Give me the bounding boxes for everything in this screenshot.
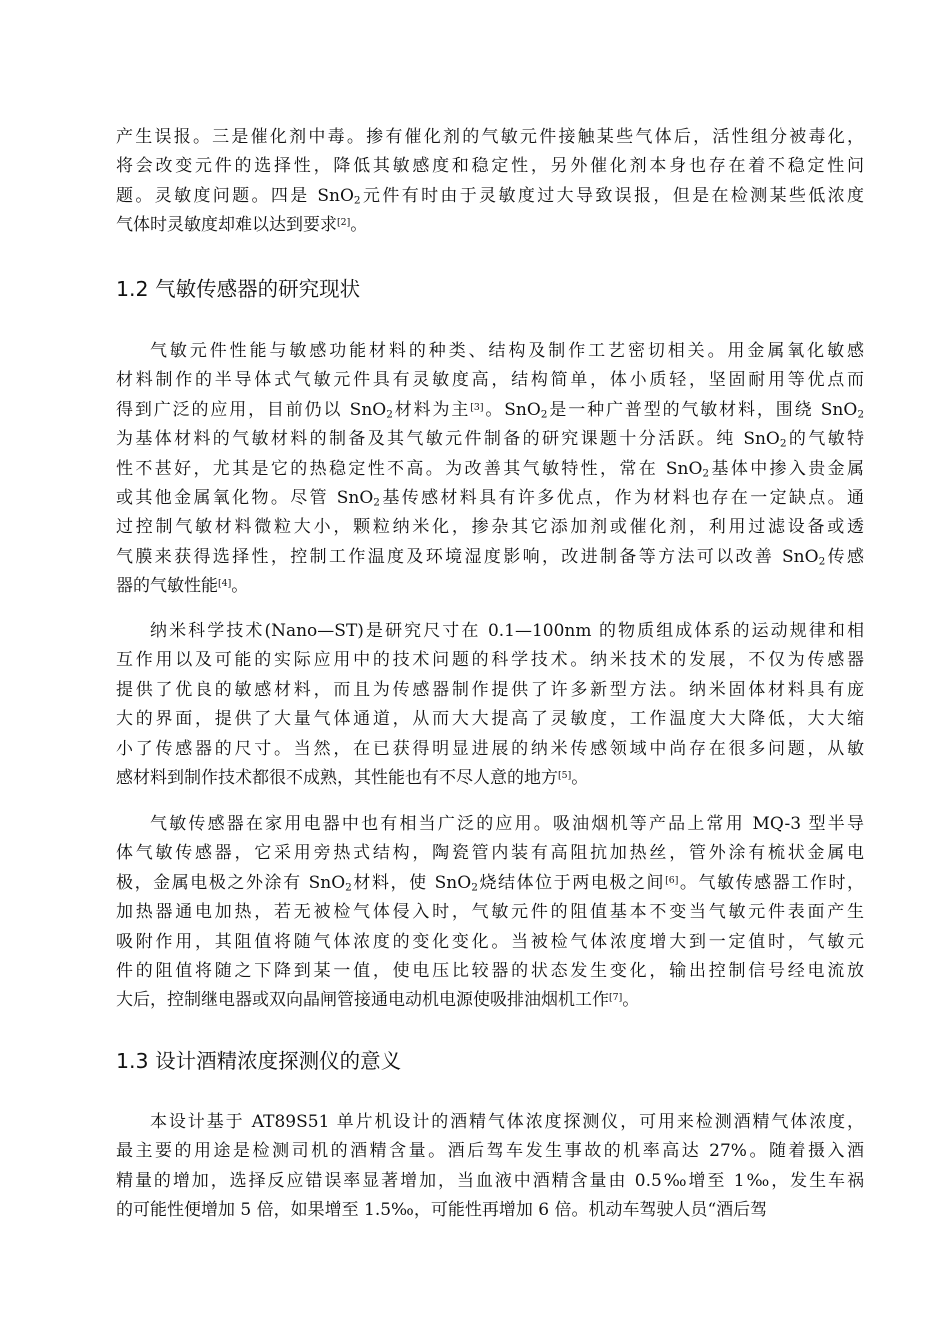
text-line: 过控制气敏材料微粒大小，颗粒纳米化，掺杂其它添加剂或催化剂，利用过滤设备或透 <box>116 517 864 538</box>
text-line: 加热器通电加热，若无被检气体侵入时，气敏元件的阻值基本不变当气敏元件表面产生 <box>116 902 864 923</box>
text-line: 极，金属电极之外涂有 SnO$_2$材料，使 SnO$_2$烧结体位于两电极之间[6]。气敏传感器工作时， <box>116 872 865 894</box>
text-line: 气膜来获得选择性，控制工作温度及环境湿度影响，改进制备等方法可以改善 SnO$_2$传感 <box>116 546 865 568</box>
section-heading-1-3: 1.3 设计酒精浓度探测仪的意义 <box>116 1049 402 1073</box>
text-line: 气体时灵敏度却难以达到要求[2]。 <box>116 215 368 236</box>
text-line: 器的气敏性能[4]。 <box>116 576 249 597</box>
text-line: 为基体材料的气敏材料的制备及其气敏元件制备的研究课题十分活跃。纯 SnO$_2$的气敏特 <box>116 429 865 450</box>
text-line: 产生误报。三是催化剂中毒。掺有催化剂的气敏元件接触某些气体后，活性组分被毒化， <box>116 127 864 147</box>
text-line: 或其他金属氧化物。尽管 SnO$_2$基传感材料具有许多优点，作为材料也存在一定缺点。通 <box>116 487 865 509</box>
text-line: 小了传感器的尺寸。当然，在已获得明显进展的纳米传感领域中尚存在很多问题，从敏 <box>116 738 864 759</box>
text-line: 将会改变元件的选择性，降低其敏感度和稳定性，另外催化剂本身也存在着不稳定性问 <box>116 156 864 177</box>
text-line: 本设计基于 AT89S51 单片机设计的酒精气体浓度探测仪，可用来检测酒精气体浓度， <box>150 1112 864 1132</box>
text-line: 气敏元件性能与敏感功能材料的种类、结构及制作工艺密切相关。用金属氧化敏感 <box>150 341 864 361</box>
paragraph-false-alarm-causes <box>116 123 864 241</box>
text-line: 大后，控制继电器或双向晶闸管接通电动机电源使吸排油烟机工作[7]。 <box>116 990 640 1011</box>
section-heading-1-2: 1.2 气敏传感器的研究现状 <box>116 277 361 301</box>
text-line: 互作用以及可能的实际应用中的技术问题的科学技术。纳米技术的发展，不仅为传感器 <box>116 650 864 671</box>
text-line: 大的界面，提供了大量气体通道，从而大大提高了灵敏度，工作温度大大降低，大大缩 <box>116 709 864 730</box>
paragraph-design-significance <box>116 1108 864 1226</box>
text-line: 精量的增加，选择反应错误率显著增加，当血液中酒精含量由 0.5‰增至 1‰，发生车祸 <box>116 1170 864 1191</box>
text-line: 的可能性便增加 5 倍，如果增至 1.5‰，可能性再增加 6 倍。机动车驾驶人员“酒后驾 <box>116 1200 768 1221</box>
text-line: 最主要的用途是检测司机的酒精含量。酒后驾车发生事故的机率高达 27%。随着摄入酒 <box>116 1141 864 1162</box>
paragraph-nano-technology <box>116 617 864 793</box>
text-line: 题。灵敏度问题。四是 SnO$_2$元件有时由于灵敏度过大导致误报，但是在检测某些低浓度 <box>116 185 865 207</box>
paragraph-household-applications <box>116 810 864 1016</box>
text-line: 感材料到制作技术都很不成熟，其性能也有不尽人意的地方[5]。 <box>116 767 589 788</box>
text-line: 纳米科学技术(Nano—ST)是研究尺寸在 0.1—100nm 的物质组成体系的运动规律和相 <box>150 621 864 641</box>
text-line: 吸附作用，其阻值将随气体浓度的变化变化。当被检气体浓度增大到一定值时，气敏元 <box>116 931 864 952</box>
text-line: 提供了优良的敏感材料，而且为传感器制作提供了许多新型方法。纳米固体材料具有庞 <box>116 679 864 700</box>
text-line: 体气敏传感器，它采用旁热式结构，陶瓷管内装有高阻抗加热丝，管外涂有梳状金属电 <box>116 843 864 864</box>
text-line: 材料制作的半导体式气敏元件具有灵敏度高，结构简单，体小质轻，坚固耐用等优点而 <box>116 370 864 391</box>
paragraph-gas-sensor-materials <box>116 337 864 602</box>
text-line: 性不甚好，尤其是它的热稳定性不高。为改善其气敏特性，常在 SnO$_2$基体中掺入贵金属 <box>116 458 864 479</box>
text-line: 得到广泛的应用，目前仍以 SnO$_2$材料为主[3]。SnO$_2$是一种广普型的气敏材料，围绕 SnO$_2$ <box>116 399 865 421</box>
text-line: 气敏传感器在家用电器中也有相当广泛的应用。吸油烟机等产品上常用 MQ-3 型半导 <box>150 814 864 834</box>
text-line: 件的阻值将随之下降到某一值，使电压比较器的状态发生变化，输出控制信号经电流放 <box>116 960 864 981</box>
